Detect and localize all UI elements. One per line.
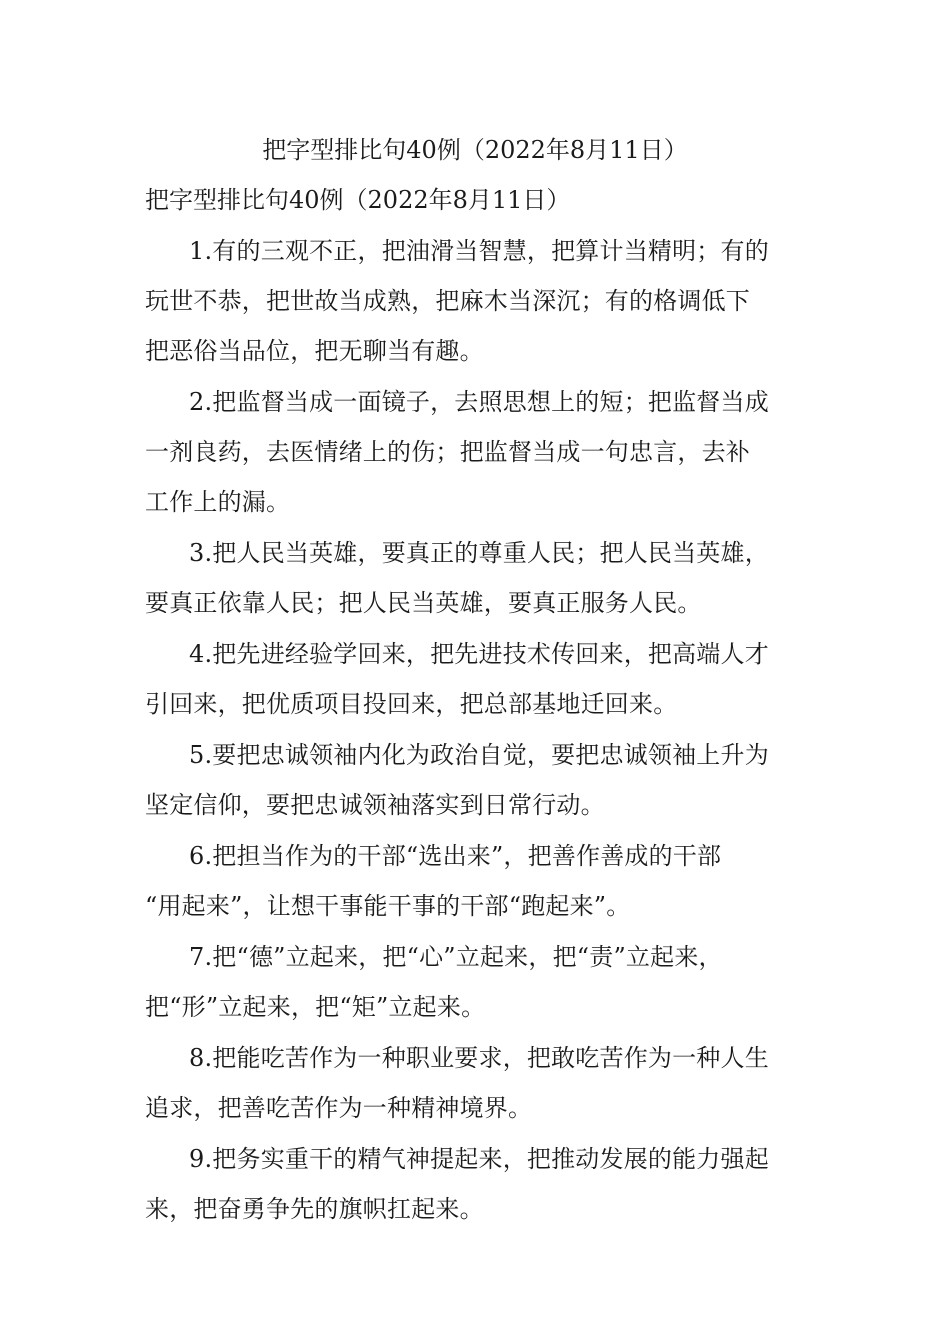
paragraph-line: 一剂良药，去医情绪上的伤；把监督当成一句忠言，去补: [145, 438, 750, 466]
paragraph-line: 5.要把忠诚领袖内化为政治自觉，要把忠诚领袖上升为: [189, 741, 769, 769]
paragraph-line: 2.把监督当成一面镜子，去照思想上的短；把监督当成: [189, 388, 769, 416]
paragraph-line: 8.把能吃苦作为一种职业要求，把敢吃苦作为一种人生: [189, 1044, 769, 1072]
document-title: 把字型排比句40例（2022年8月11日）: [262, 136, 688, 164]
paragraph-line: 要真正依靠人民；把人民当英雄，要真正服务人民。: [145, 589, 702, 617]
paragraph-1: [145, 226, 810, 376]
paragraph-line: 6.把担当作为的干部“选出来”，把善作善成的干部: [189, 842, 722, 870]
paragraph-3: [145, 528, 810, 628]
paragraph-line: 来，把奋勇争先的旗帜扛起来。: [145, 1195, 484, 1223]
paragraph-4: [145, 629, 810, 729]
paragraph-line: 4.把先进经验学回来，把先进技术传回来，把高端人才: [189, 640, 769, 668]
paragraph-line: 引回来，把优质项目投回来，把总部基地迁回来。: [145, 690, 678, 718]
paragraph-7: [145, 932, 810, 1032]
paragraph-line: 3.把人民当英雄，要真正的尊重人民；把人民当英雄，: [189, 539, 769, 567]
paragraph-line: 把“形”立起来，把“矩”立起来。: [145, 993, 486, 1021]
document-body: [145, 226, 810, 1235]
paragraph-line: 追求，把善吃苦作为一种精神境界。: [145, 1094, 533, 1122]
paragraph-line: 把恶俗当品位，把无聊当有趣。: [145, 337, 484, 365]
paragraph-line: “用起来”，让想干事能干事的干部“跑起来”。: [145, 892, 631, 920]
paragraph-line: 工作上的漏。: [145, 488, 291, 516]
paragraph-line: 玩世不恭，把世故当成熟，把麻木当深沉；有的格调低下: [145, 287, 750, 315]
paragraph-line: 坚定信仰，要把忠诚领袖落实到日常行动。: [145, 791, 605, 819]
paragraph-line: 1.有的三观不正，把油滑当智慧，把算计当精明；有的: [189, 237, 769, 265]
document-subtitle: 把字型排比句40例（2022年8月11日）: [145, 186, 571, 214]
paragraph-line: 9.把务实重干的精气神提起来，把推动发展的能力强起: [189, 1145, 769, 1173]
paragraph-5: [145, 730, 810, 830]
paragraph-line: 7.把“德”立起来，把“心”立起来，把“责”立起来，: [189, 943, 723, 971]
paragraph-6: [145, 831, 810, 931]
paragraph-9: [145, 1134, 810, 1234]
paragraph-2: [145, 377, 810, 527]
paragraph-8: [145, 1033, 810, 1133]
